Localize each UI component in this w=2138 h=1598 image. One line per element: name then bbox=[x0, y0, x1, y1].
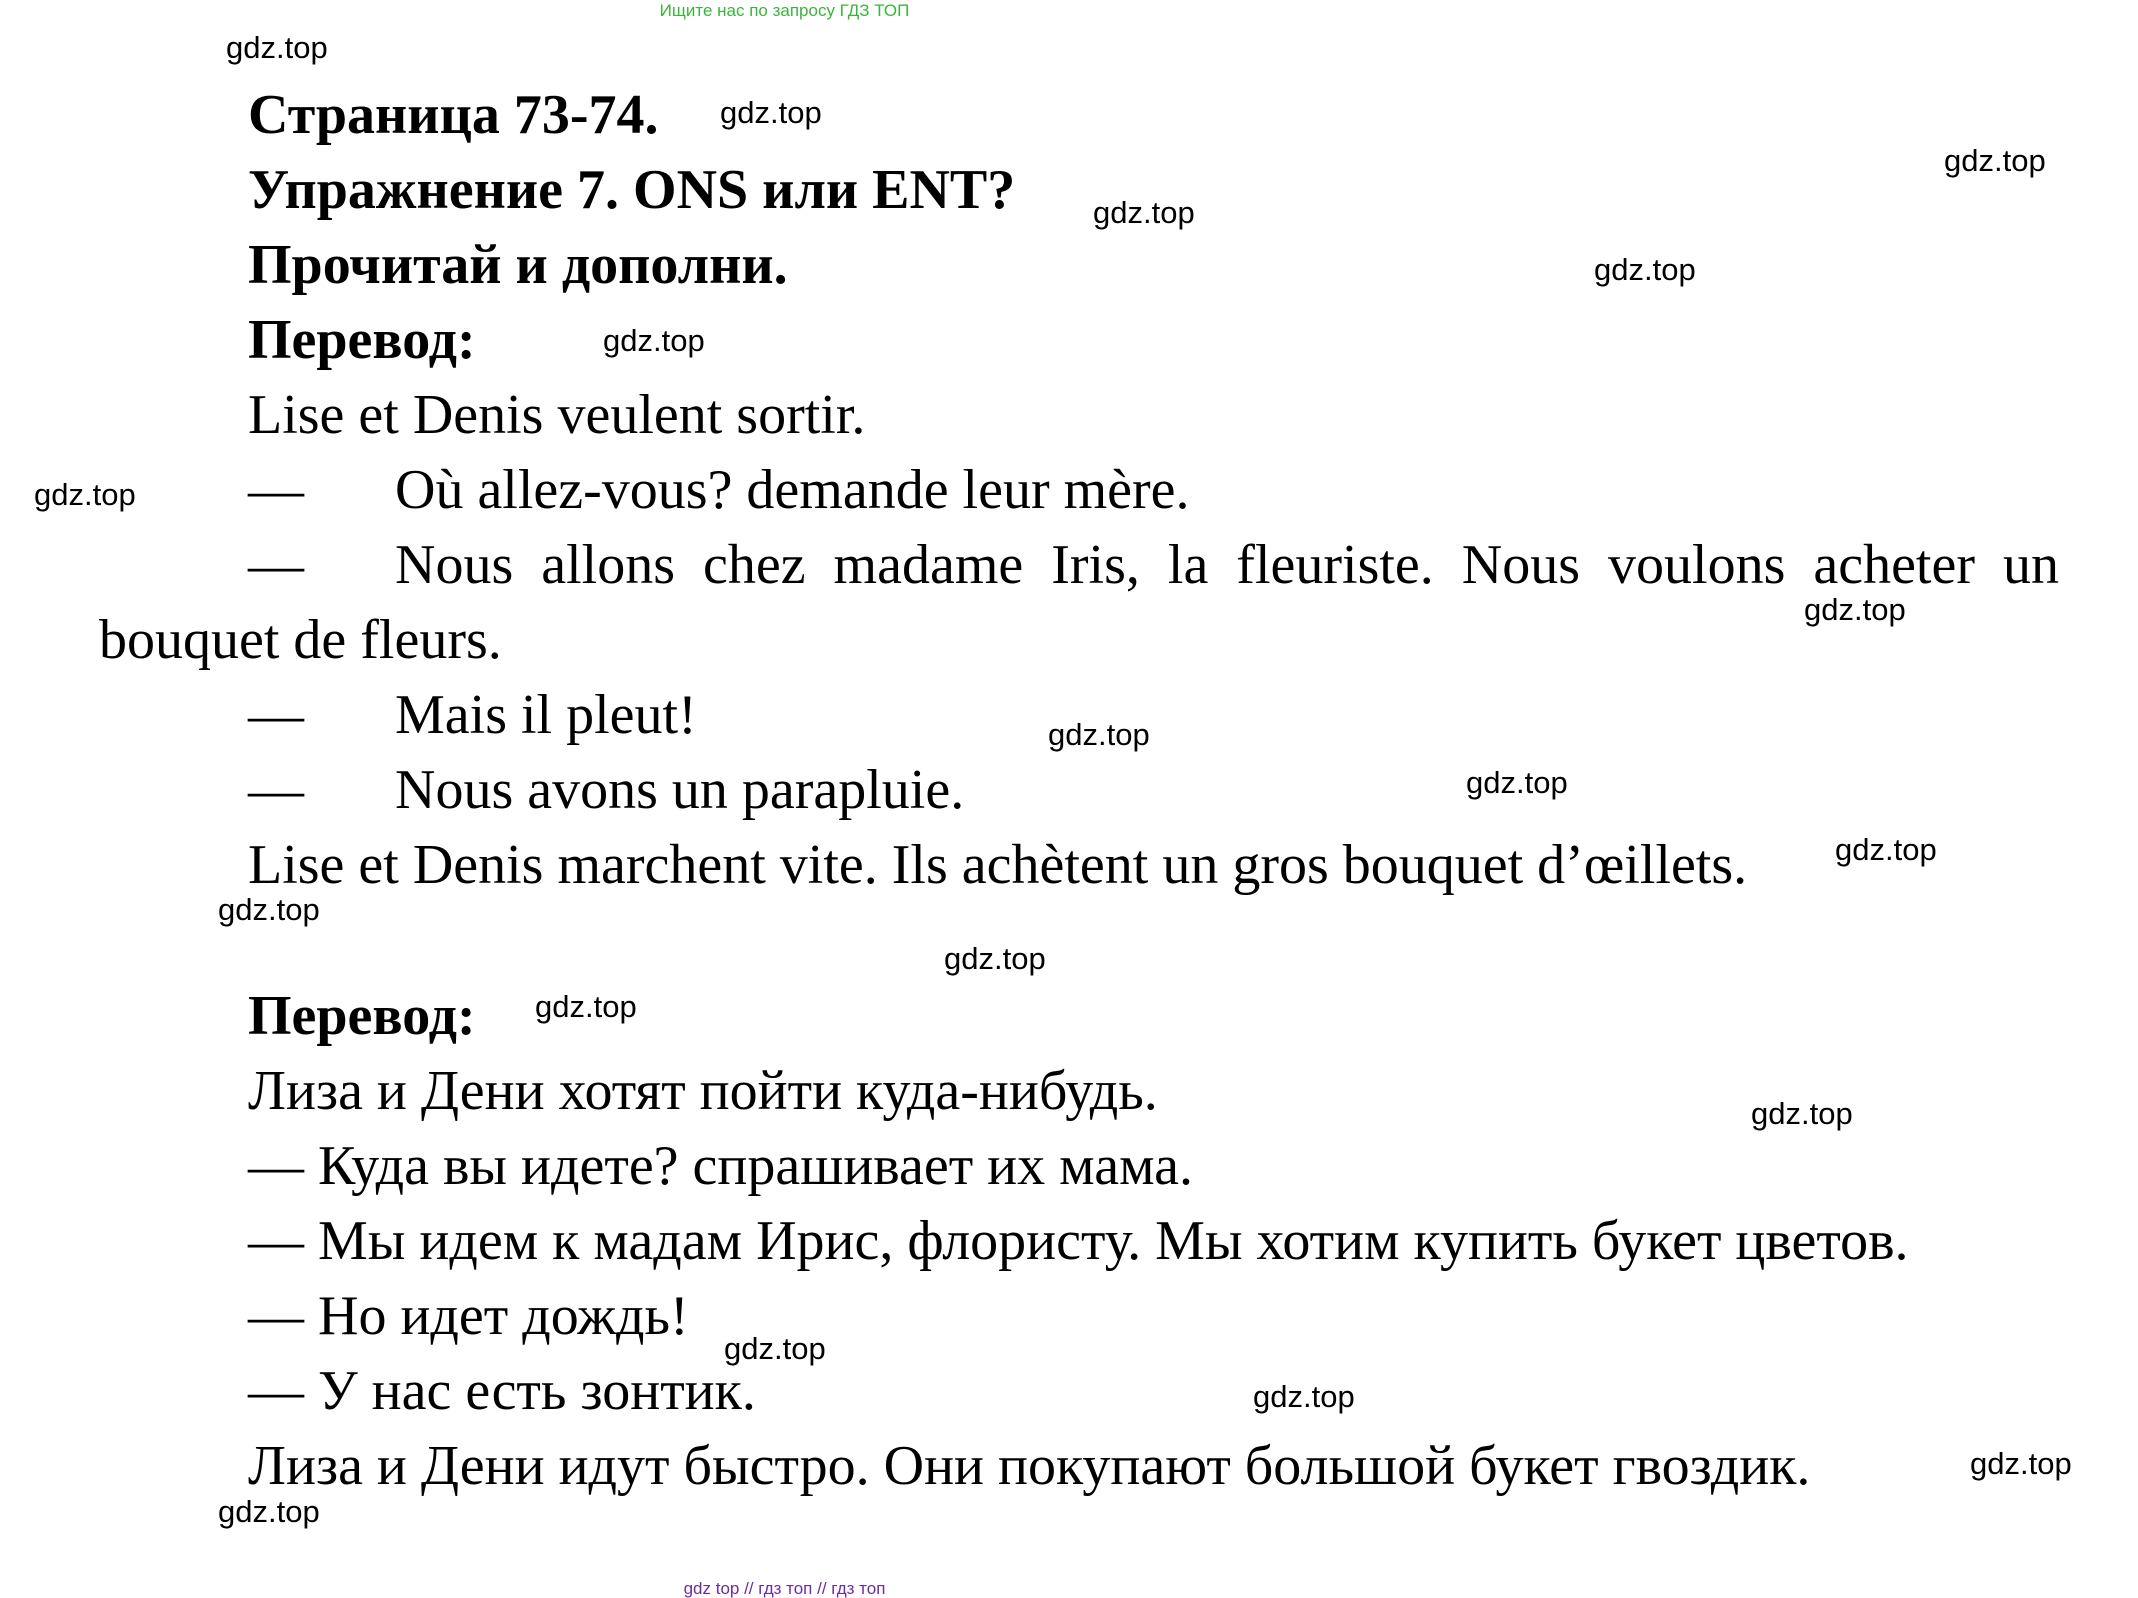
watermark: gdz.top bbox=[1594, 252, 1696, 287]
watermark: gdz.top bbox=[1835, 832, 1937, 867]
french-line-4: Mais il pleut! bbox=[395, 684, 697, 746]
watermark: gdz.top bbox=[34, 477, 136, 512]
watermark: gdz.top bbox=[720, 95, 822, 130]
dialogue-dash: — bbox=[248, 759, 304, 821]
french-line-5: Nous avons un parapluie. bbox=[395, 759, 965, 821]
watermark: gdz.top bbox=[1804, 592, 1906, 627]
russian-line-3: — Мы идем к мадам Ирис, флористу. Мы хотим купить букет цветов. bbox=[248, 1210, 1909, 1272]
exercise-heading: Упражнение 7. ONS или ENT? bbox=[248, 159, 1016, 221]
watermark: gdz.top bbox=[603, 323, 705, 358]
watermark: gdz.top bbox=[1944, 143, 2046, 178]
watermark: gdz.top bbox=[1048, 717, 1150, 752]
french-line-3a: Nous allons chez madame Iris, la fleuriste. Nous voulons acheter un bbox=[395, 534, 2059, 596]
watermark: gdz.top bbox=[1093, 195, 1195, 230]
translation-label-1: Перевод: bbox=[248, 309, 476, 371]
watermark: gdz.top bbox=[218, 1494, 320, 1529]
watermark: gdz.top bbox=[218, 892, 320, 927]
task-heading: Прочитай и дополни. bbox=[248, 234, 788, 296]
watermark: gdz.top bbox=[226, 30, 328, 65]
french-line-6: Lise et Denis marchent vite. Ils achètent un gros bouquet d’œillets. bbox=[248, 834, 1748, 896]
russian-line-4: — Но идет дождь! bbox=[248, 1285, 689, 1347]
french-line-1: Lise et Denis veulent sortir. bbox=[248, 384, 866, 446]
footer: gdz top // гдз топ // гдз топ bbox=[683, 1579, 886, 1598]
translation-label-2: Перевод: bbox=[248, 985, 476, 1047]
page-number-heading: Страница 73-74. bbox=[248, 84, 659, 146]
top-banner: Ищите нас по запросу ГДЗ ТОП bbox=[659, 1, 910, 20]
dialogue-dash: — bbox=[248, 684, 304, 746]
watermark: gdz.top bbox=[1751, 1096, 1853, 1131]
watermark: gdz.top bbox=[1253, 1379, 1355, 1414]
watermark: gdz.top bbox=[535, 989, 637, 1024]
russian-line-6: Лиза и Дени идут быстро. Они покупают большой букет гвоздик. bbox=[248, 1435, 1811, 1497]
watermark: gdz.top bbox=[724, 1331, 826, 1366]
dialogue-dash: — bbox=[248, 534, 304, 596]
russian-line-5: — У нас есть зонтик. bbox=[248, 1360, 756, 1422]
watermark: gdz.top bbox=[944, 941, 1046, 976]
russian-line-1: Лиза и Дени хотят пойти куда-нибудь. bbox=[248, 1060, 1158, 1122]
french-line-3b: bouquet de fleurs. bbox=[99, 609, 502, 671]
watermark: gdz.top bbox=[1970, 1446, 2072, 1481]
french-line-2: Où allez-vous? demande leur mère. bbox=[395, 459, 1190, 521]
dialogue-dash: — bbox=[248, 459, 304, 521]
watermark: gdz.top bbox=[1466, 765, 1568, 800]
russian-line-2: — Куда вы идете? спрашивает их мама. bbox=[248, 1135, 1193, 1197]
